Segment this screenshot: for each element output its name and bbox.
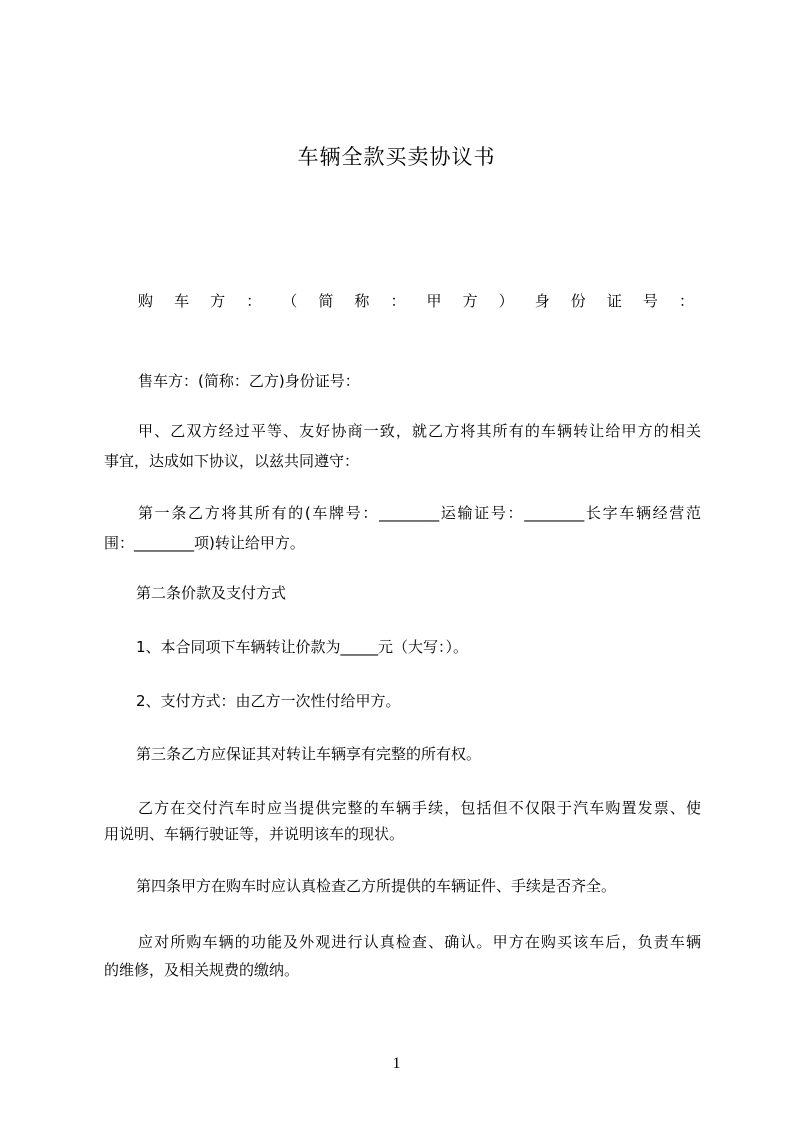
article1-line-1: 第一条乙方将其所有的(车牌号：________运输证号：________长字车辆经营范 — [138, 504, 701, 522]
preamble-line-1: 甲、乙双方经过平等、友好协商一致，就乙方将其所有的车辆转让给甲方的相关 — [138, 422, 701, 440]
article2-item2: 2、支付方式：由乙方一次性付给甲方。 — [136, 692, 401, 710]
article3-heading: 第三条乙方应保证其对转让车辆享有完整的所有权。 — [136, 745, 482, 763]
preamble-line-2: 事宜，达成如下协议，以兹共同遵守： — [104, 452, 360, 470]
document-title: 车辆全款买卖协议书 — [297, 145, 496, 169]
article3-body-line-2: 用说明、车辆行驶证等，并说明该车的现状。 — [104, 825, 405, 843]
article1-line-2: 围：________项)转让给甲方。 — [104, 534, 305, 552]
article2-item1: 1、本合同项下车辆转让价款为_____元（大写：）。 — [136, 638, 469, 656]
article4-body-line-1: 应对所购车辆的功能及外观进行认真检查、确认。甲方在购买该车后，负责车辆 — [138, 933, 701, 951]
buyer-line: 购 车 方 ： （ 简 称 ： 甲 方 ） 身 份 证 号 ： — [138, 292, 694, 310]
seller-line: 售车方：(简称：乙方)身份证号： — [138, 372, 360, 390]
article4-heading: 第四条甲方在购车时应认真检查乙方所提供的车辆证件、手续是否齐全。 — [136, 877, 617, 895]
page-number: 1 — [392, 1055, 401, 1072]
article2-heading: 第二条价款及支付方式 — [136, 584, 287, 602]
article4-body-line-2: 的维修，及相关规费的缴纳。 — [104, 961, 300, 979]
article3-body-line-1: 乙方在交付汽车时应当提供完整的车辆手续，包括但不仅限于汽车购置发票、使 — [138, 799, 701, 817]
